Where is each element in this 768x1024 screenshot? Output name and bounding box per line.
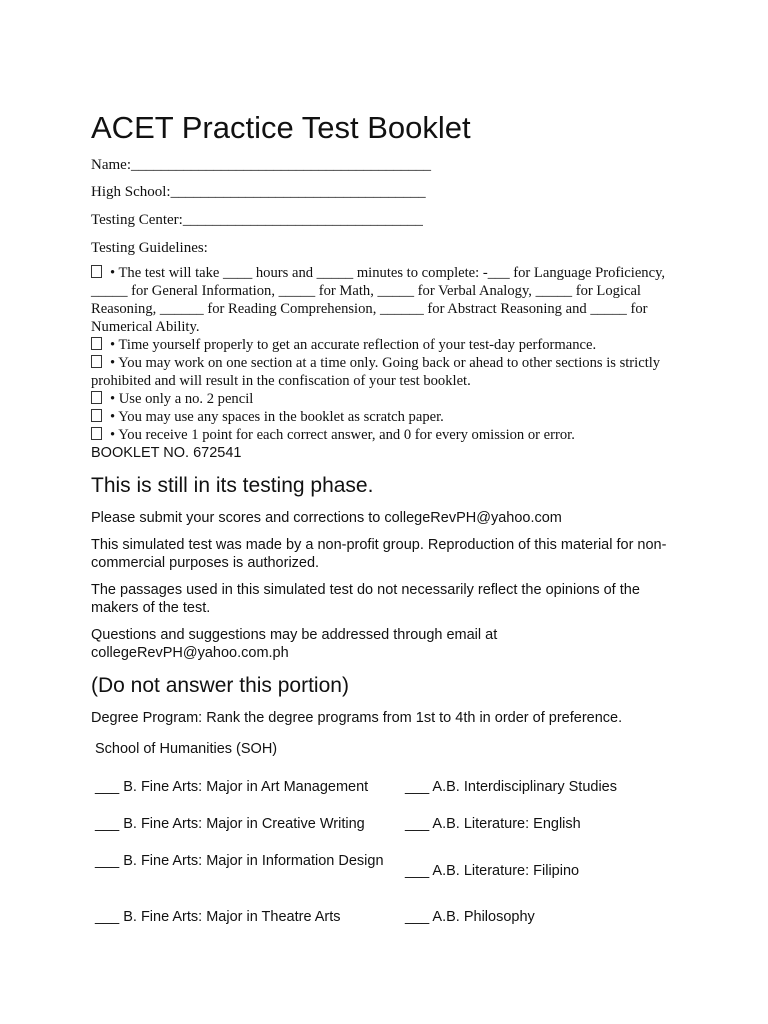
guidelines-list <box>91 264 681 444</box>
guideline-item: • Time yourself properly to get an accurate reflection of your test-day performance. <box>91 336 681 354</box>
name-field: Name:________________________________________ <box>91 157 431 173</box>
program-item: ___ B. Fine Arts: Major in Art Management <box>95 779 369 795</box>
page-title: ACET Practice Test Booklet <box>91 110 471 145</box>
submit-paragraph: Please submit your scores and corrections to collegeRevPH@yahoo.com <box>91 510 562 526</box>
program-item: ___ A.B. Literature: English <box>405 816 581 832</box>
bullet-box-icon <box>91 409 102 422</box>
booklet-number: BOOKLET NO. 672541 <box>91 445 242 461</box>
program-item: ___ A.B. Literature: Filipino <box>405 863 580 879</box>
school-heading: School of Humanities (SOH) <box>95 741 278 757</box>
guideline-item: • The test will take ____ hours and _____ minutes to complete: -___ for Language Proficiency, _____ for General Information, _____ for Math, _____ for Verbal Analogy, _____ for Logical Reasoning, ______ for Reading Comprehension, ______ for Abstract Reasoning and _____ for Numerical Ability. <box>91 265 666 335</box>
testing-guidelines-heading: Testing Guidelines: <box>91 240 208 256</box>
program-item: ___ B. Fine Arts: Major in Theatre Arts <box>95 909 341 925</box>
simulated-paragraph: This simulated test was made by a non-profit group. Reproduction of this material for non-commercial purposes is authorized. <box>91 537 667 571</box>
guideline-item: • You may use any spaces in the booklet as scratch paper. <box>91 408 681 426</box>
program-item: ___ A.B. Philosophy <box>405 909 535 925</box>
bullet-box-icon <box>91 427 102 440</box>
degree-instruction: Degree Program: Rank the degree programs from 1st to 4th in order of preference. <box>91 710 623 726</box>
high-school-field: High School:__________________________________ <box>91 184 426 200</box>
guideline-item: • Use only a no. 2 pencil <box>91 390 681 408</box>
passages-paragraph: The passages used in this simulated test do not necessarily reflect the opinions of the makers of the test. <box>91 582 640 616</box>
testing-center-field: Testing Center:________________________________ <box>91 212 423 228</box>
guideline-item: • You may work on one section at a time only. Going back or ahead to other sections is strictly prohibited and will result in the confiscation of your test booklet. <box>91 355 661 389</box>
bullet-box-icon <box>91 337 102 350</box>
testing-phase-heading: This is still in its testing phase. <box>91 474 374 497</box>
bullet-box-icon <box>91 391 102 404</box>
do-not-answer-heading: (Do not answer this portion) <box>91 674 349 697</box>
guideline-item: • You receive 1 point for each correct answer, and 0 for every omission or error. <box>91 426 681 444</box>
bullet-box-icon <box>91 355 102 368</box>
program-item: ___ B. Fine Arts: Major in Information Design <box>95 853 384 869</box>
bullet-box-icon <box>91 265 102 278</box>
program-item: ___ B. Fine Arts: Major in Creative Writing <box>95 816 365 832</box>
program-item: ___ A.B. Interdisciplinary Studies <box>405 779 617 795</box>
questions-paragraph: Questions and suggestions may be addressed through email at collegeRevPH@yahoo.com.ph <box>91 627 498 661</box>
